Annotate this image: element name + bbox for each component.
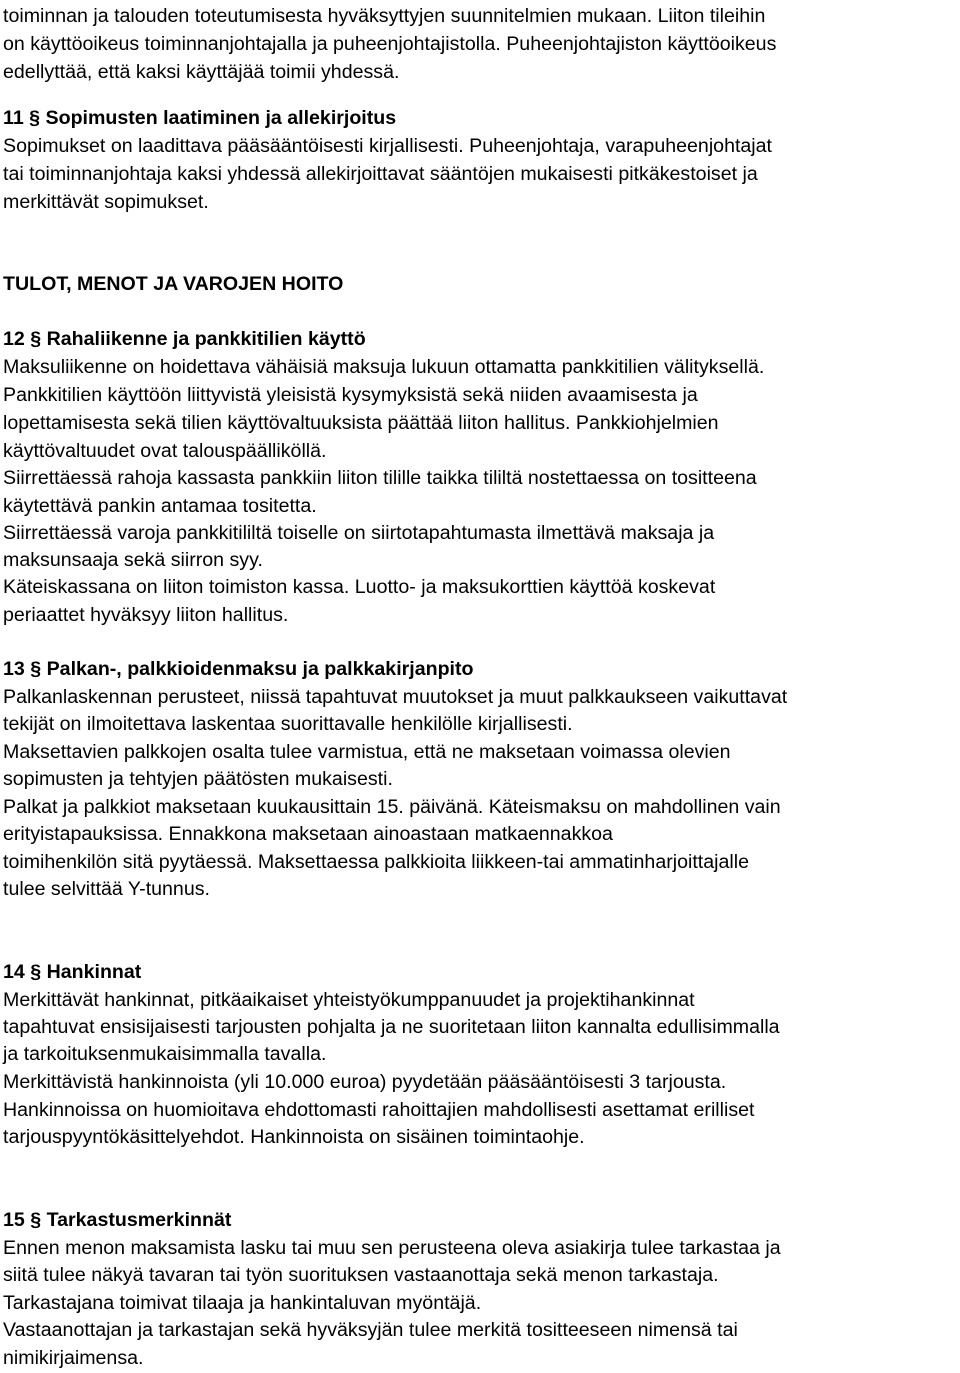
paragraph-line: Merkittävät hankinnat, pitkäaikaiset yhteistyökumppanuudet ja projektihankinnat — [3, 989, 695, 1011]
heading-number: 12 — [3, 328, 25, 350]
paragraph-line: tekijät on ilmoitettava laskentaa suorittavalle henkilölle kirjallisesti. — [3, 713, 573, 735]
paragraph-line: nimikirjaimensa. — [3, 1347, 144, 1369]
heading-number: 11 — [3, 107, 24, 129]
paragraph-line: Palkat ja palkkiot maksetaan kuukausittain 15. päivänä. Käteismaksu on mahdollinen vain — [3, 796, 781, 818]
paragraph-line: Maksettavien palkkojen osalta tulee varmistua, että ne maksetaan voimassa olevien — [3, 741, 731, 763]
section-symbol: § — [30, 328, 42, 350]
paragraph-line: periaattet hyväksyy liiton hallitus. — [3, 604, 289, 626]
paragraph-line: siitä tulee näkyä tavaran tai työn suorituksen vastaanottaja sekä menon tarkastaja. — [3, 1264, 719, 1286]
paragraph-line: sopimusten ja tehtyjen päätösten mukaisesti. — [3, 768, 393, 790]
section-heading-13 — [3, 657, 473, 681]
heading-title: Hankinnat — [46, 961, 142, 983]
paragraph-line: Sopimukset on laadittava pääsääntöisesti kirjallisesti. Puheenjohtaja, varapuheenjohtajat — [3, 135, 772, 157]
paragraph-line: Siirrettäessä rahoja kassasta pankkiin liiton tilille taikka tililtä nostettaessa on tositteena — [3, 467, 757, 489]
paragraph-line: käyttövaltuudet ovat talouspäälliköllä. — [3, 440, 327, 462]
section-heading-15 — [3, 1208, 231, 1232]
section-heading-14 — [3, 960, 141, 984]
paragraph-line: Siirrettäessä varoja pankkitililtä toiselle on siirtotapahtumasta ilmettävä maksaja ja — [3, 522, 715, 544]
paragraph-line: lopettamisesta sekä tilien käyttövaltuuksista päättää liiton hallitus. Pankkiohjelmien — [3, 412, 719, 434]
paragraph-line: tai toiminnanjohtaja kaksi yhdessä allekirjoittavat sääntöjen mukaisesti pitkäkestoiset ja — [3, 163, 758, 185]
heading-title: Rahaliikenne ja pankkitilien käyttö — [46, 328, 366, 350]
heading-title: Tarkastusmerkinnät — [46, 1209, 232, 1231]
section-symbol: § — [30, 658, 42, 680]
section-symbol: § — [30, 961, 42, 983]
paragraph-line: ja tarkoituksenmukaisimmalla tavalla. — [3, 1043, 327, 1065]
paragraph-line: Ennen menon maksamista lasku tai muu sen perusteena oleva asiakirja tulee tarkastaa ja — [3, 1237, 781, 1259]
paragraph-line: tarjouspyyntökäsittelyehdot. Hankinnoista on sisäinen toimintaohje. — [3, 1126, 585, 1148]
heading-title: Palkan-, palkkioidenmaksu ja palkkakirjanpito — [46, 658, 474, 680]
paragraph-line: Merkittävistä hankinnoista (yli 10.000 euroa) pyydetään pääsääntöisesti 3 tarjousta. — [3, 1071, 727, 1093]
paragraph-line: Tarkastajana toimivat tilaaja ja hankintaluvan myöntäjä. — [3, 1292, 482, 1314]
paragraph-line: Vastaanottajan ja tarkastajan sekä hyväksyjän tulee merkitä tositteeseen nimensä tai — [3, 1319, 738, 1341]
paragraph-line: on käyttöoikeus toiminnanjohtajalla ja puheenjohtajistolla. Puheenjohtajiston käyttöoikeus — [3, 33, 777, 55]
paragraph-line: edellyttää, että kaksi käyttäjää toimii yhdessä. — [3, 61, 400, 83]
paragraph-line: Palkanlaskennan perusteet, niissä tapahtuvat muutokset ja muut palkkaukseen vaikuttavat — [3, 686, 788, 708]
paragraph-line: Käteiskassana on liiton toimiston kassa. Luotto- ja maksukorttien käyttöä koskevat — [3, 576, 716, 598]
paragraph-line: tulee selvittää Y-tunnus. — [3, 878, 210, 900]
paragraph-line: tapahtuvat ensisijaisesti tarjousten pohjalta ja ne suoritetaan liiton kannalta edullisimmalla — [3, 1016, 780, 1038]
heading-title: Sopimusten laatiminen ja allekirjoitus — [45, 107, 397, 129]
section-title: TULOT, MENOT JA VAROJEN HOITO — [3, 273, 344, 295]
paragraph-line: maksunsaaja sekä siirron syy. — [3, 549, 263, 571]
paragraph-line: toimihenkilön sitä pyytäessä. Maksettaessa palkkioita liikkeen-tai ammatinharjoittajalle — [3, 851, 749, 873]
paragraph-line: käytettävä pankin antamaa tositetta. — [3, 495, 317, 517]
paragraph-line: erityistapauksissa. Ennakkona maksetaan ainoastaan matkaennakkoa — [3, 823, 613, 845]
paragraph-line: Pankkitilien käyttöön liittyvistä yleisistä kysymyksistä sekä niiden avaamisesta ja — [3, 384, 698, 406]
heading-number: 14 — [3, 961, 25, 983]
heading-number: 15 — [3, 1209, 25, 1231]
section-symbol: § — [30, 1209, 42, 1231]
paragraph-line: merkittävät sopimukset. — [3, 191, 209, 213]
paragraph-line: Maksuliikenne on hoidettava vähäisiä maksuja lukuun ottamatta pankkitilien välityksellä. — [3, 356, 765, 378]
paragraph-line: Hankinnoissa on huomioitava ehdottomasti rahoittajien mahdollisesti asettamat erilliset — [3, 1099, 755, 1121]
section-heading-11 — [3, 106, 396, 130]
paragraph-line: toiminnan ja talouden toteutumisesta hyväksyttyjen suunnitelmien mukaan. Liiton tileihin — [3, 5, 766, 27]
section-heading-12 — [3, 327, 366, 351]
heading-number: 13 — [3, 658, 25, 680]
section-symbol: § — [29, 107, 41, 129]
